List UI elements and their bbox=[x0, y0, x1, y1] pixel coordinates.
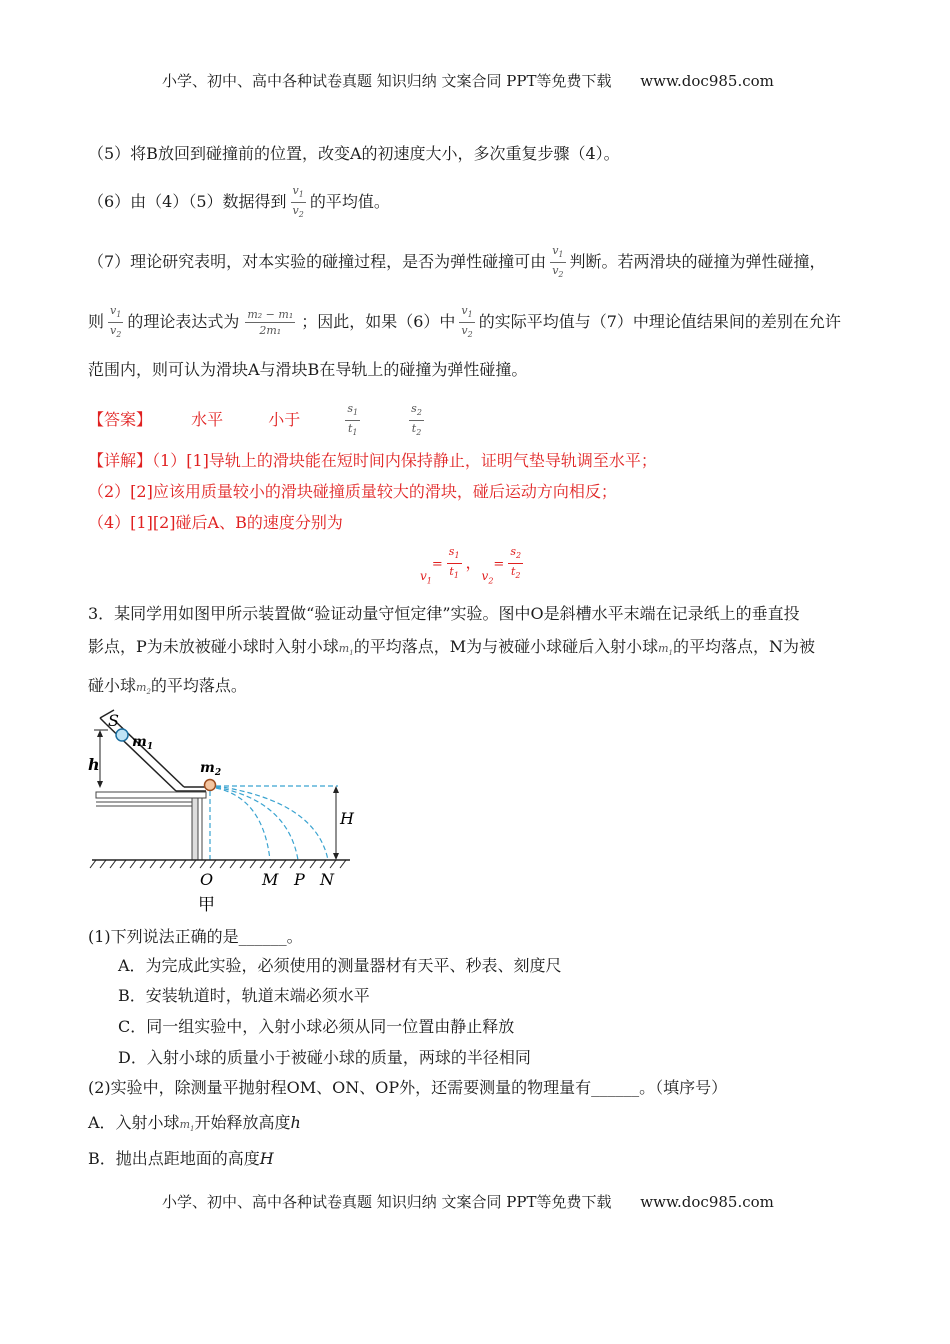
label-m2: $m_2$ bbox=[200, 760, 222, 778]
detail-line-1: 【详解】（1）[1]导轨上的滑块能在短时间内保持静止，证明气垫导轨调至水平； bbox=[88, 451, 657, 470]
fraction-v1-v2: $\frac{v_1}{v_2}$ bbox=[292, 184, 304, 220]
trajectory-M bbox=[216, 788, 270, 860]
q3-line-1: 3．某同学用如图甲所示装置做“验证动量守恒定律”实验。图中O是斜槽水平末端在记录纸上的垂直投 bbox=[88, 604, 800, 623]
sub1-option-C[interactable]: C．同一组实验中，入射小球必须从同一位置由静止释放 bbox=[118, 1017, 515, 1036]
step-6-text: （6）由（4）（5）数据得到 bbox=[88, 192, 287, 212]
label-N: N bbox=[320, 870, 334, 889]
sub2-option-A[interactable]: A．入射小球$m_1$开始释放高度h bbox=[88, 1113, 301, 1134]
sub1-stem: (1)下列说法正确的是______。 bbox=[88, 927, 303, 946]
fraction-v1-v2: $\frac{v_1}{v_2}$ bbox=[110, 304, 122, 340]
table-leg bbox=[192, 798, 198, 860]
label-O: O bbox=[200, 870, 214, 889]
fraction-v1-v2: $\frac{v_1}{v_2}$ bbox=[552, 244, 564, 280]
step-7-line-3: 范围内，则可认为滑块A与滑块B在导轨上的碰撞为弹性碰撞。 bbox=[88, 360, 528, 379]
step-7-line-2: 则 $\frac{v_1}{v_2}$ 的理论表达式为 $\frac{\text{m₂ − m₁}}{\text{2m₁}}$ ；因此，如果（6）中 $\frac{v_1}{v_2}$ 的实际平均值与（7）中理论值结果间的差别在允许 bbox=[88, 304, 841, 340]
header-banner bbox=[162, 70, 774, 91]
answer-fraction-s2-t2: $\frac{s_2}{t_2}$ bbox=[411, 402, 422, 438]
answer-2: 小于 bbox=[268, 410, 301, 430]
step-7-line-1: （7）理论研究表明，对本实验的碰撞过程，是否为弹性碰撞可由 $\frac{v_1}{v_2}$ 判断。若两滑块的碰撞为弹性碰撞， bbox=[88, 244, 826, 280]
step-6 bbox=[88, 184, 390, 221]
detail-line-3: （4）[1][2]碰后A、B的速度分别为 bbox=[88, 513, 343, 532]
fraction-theory: $\frac{\text{m₂ − m₁}}{\text{2m₁}}$ bbox=[247, 308, 294, 338]
header-text: 小学、初中、高中各种试卷真题 知识归纳 文案合同 PPT等免费下载 bbox=[162, 72, 612, 90]
fraction-v1-v2: $\frac{v_1}{v_2}$ bbox=[461, 304, 473, 340]
experiment-figure bbox=[88, 706, 378, 916]
trajectory-P bbox=[216, 787, 298, 860]
answer-label: 【答案】 bbox=[88, 410, 153, 430]
sub1-option-D[interactable]: D．入射小球的质量小于被碰小球的质量，两球的半径相同 bbox=[118, 1048, 531, 1067]
footer-site[interactable]: www.doc985.com bbox=[640, 1193, 774, 1211]
label-H: H bbox=[340, 809, 354, 828]
step-5: （5）将B放回到碰撞前的位置，改变A的初速度大小，多次重复步骤（4）。 bbox=[88, 144, 620, 163]
answer-1: 水平 bbox=[191, 410, 224, 430]
detail-line-2: （2）[2]应该用质量较小的滑块碰撞质量较大的滑块，碰后运动方向相反； bbox=[88, 482, 617, 501]
step-6-tail: 的平均值。 bbox=[309, 192, 390, 212]
table-top bbox=[96, 792, 206, 798]
sub1-option-B[interactable]: B．安装轨道时，轨道末端必须水平 bbox=[118, 986, 370, 1005]
detail-label: 【详解】 bbox=[88, 451, 153, 470]
sub2-option-B[interactable]: B．抛出点距地面的高度H bbox=[88, 1149, 274, 1168]
figure-caption: 甲 bbox=[198, 895, 215, 915]
answer-fraction-s1-t1: $\frac{s_1}{t_1}$ bbox=[347, 402, 359, 438]
trajectory-N bbox=[216, 786, 328, 860]
label-P: P bbox=[294, 870, 305, 889]
label-S: S bbox=[108, 711, 119, 730]
answer-row bbox=[88, 402, 428, 439]
footer-banner bbox=[162, 1191, 774, 1212]
sub1-option-A[interactable]: A．为完成此实验，必须使用的测量器材有天平、秒表、刻度尺 bbox=[118, 956, 562, 975]
header-site[interactable]: www.doc985.com bbox=[640, 72, 774, 90]
label-h: h bbox=[88, 755, 100, 774]
ball-m1 bbox=[116, 729, 128, 741]
label-M: M bbox=[262, 870, 279, 889]
velocity-equation: $_{v_1}$= $\frac{s_1}{t_1}$ ，$_{v_2}$= $\frac{s_2}{t_2}$ bbox=[420, 545, 522, 586]
q3-line-2: 影点，P为未放被碰小球时入射小球$m_1$的平均落点，M为与被碰小球碰后入射小球$m_1$的平均落点，N为被 bbox=[88, 637, 815, 658]
q3-line-3: 碰小球$m_2$的平均落点。 bbox=[88, 676, 247, 697]
ball-m2 bbox=[205, 780, 216, 791]
footer-text: 小学、初中、高中各种试卷真题 知识归纳 文案合同 PPT等免费下载 bbox=[162, 1193, 612, 1211]
label-m1: $m_1$ bbox=[132, 734, 154, 752]
sub2-stem: (2)实验中，除测量平抛射程OM、ON、OP外，还需要测量的物理量有______。（填序号） bbox=[88, 1078, 728, 1097]
